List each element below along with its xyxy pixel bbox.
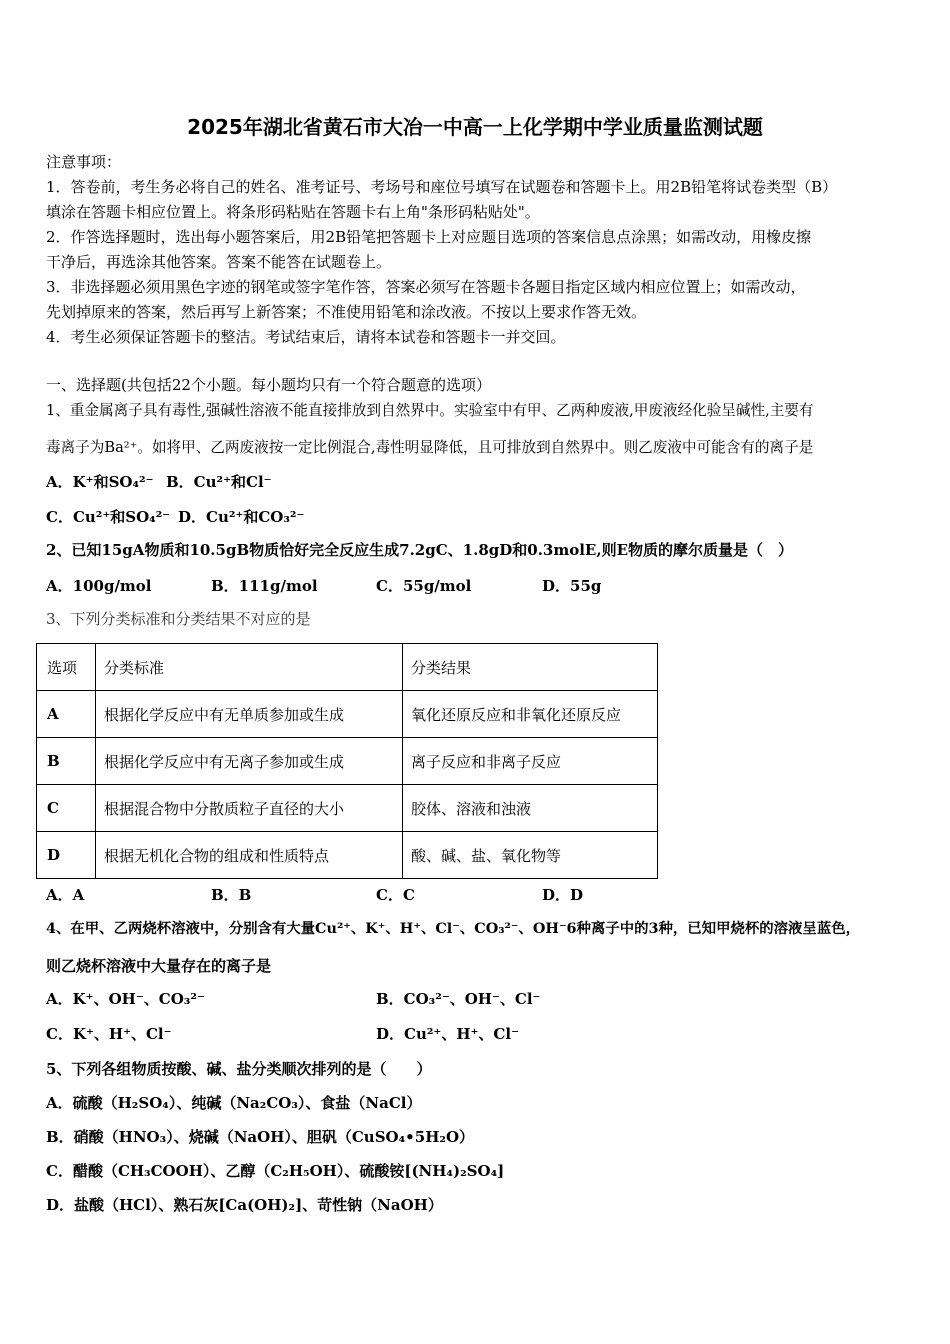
question-1-stem: 1、重金属离子具有毒性,强碱性溶液不能直接排放到自然界中。实验室中有甲、乙两种废液,甲废液经化验呈碱性,主要有 [46, 402, 814, 419]
question-3-stem: 3、下列分类标准和分类结果不对应的是 [46, 610, 311, 628]
notice-line: 3．非选择题必须用黑色字迹的钢笔或签字笔作答，答案必须写在答题卡各题目指定区域内相应位置上；如需改动， [46, 278, 806, 296]
question-1-option-b: B．Cu²⁺和Cl⁻ [166, 473, 272, 491]
question-4-stem: 4、在甲、乙两烧杯溶液中，分别含有大量Cu²⁺、K⁺、H⁺、Cl⁻、CO₃²⁻、OH⁻6种离子中的3种，已知甲烧杯的溶液呈蓝色， [46, 920, 860, 937]
table-header-row [37, 644, 658, 691]
table-cell: 根据化学反应中有无单质参加或生成 [96, 691, 403, 738]
table-row [37, 832, 658, 879]
table-header-cell: 选项 [37, 644, 96, 691]
question-2-stem: 2、已知15gA物质和10.5gB物质恰好完全反应生成7.2gC、1.8gD和0.3molE,则E物质的摩尔质量是（ ） [46, 541, 794, 559]
question-3-option-b: B．B [211, 886, 252, 904]
section-heading: 一、选择题(共包括22个小题。每小题均只有一个符合题意的选项） [46, 376, 491, 394]
table-cell: 离子反应和非离子反应 [403, 738, 658, 785]
question-4-option-a: A．K⁺、OH⁻、CO₃²⁻ [46, 990, 205, 1008]
notice-line: 2．作答选择题时，选出每小题答案后，用2B铅笔把答题卡上对应题目选项的答案信息点涂黑；如需改动，用橡皮擦 [46, 228, 812, 246]
question-4-option-b: B．CO₃²⁻、OH⁻、Cl⁻ [376, 990, 541, 1008]
question-4-option-c: C．K⁺、H⁺、Cl⁻ [46, 1025, 172, 1043]
question-3-option-a: A．A [46, 886, 85, 904]
table-cell: 酸、碱、盐、氧化物等 [403, 832, 658, 879]
notice-line: 填涂在答题卡相应位置上。将条形码粘贴在答题卡右上角"条形码粘贴处"。 [46, 203, 540, 221]
question-5-option-d: D．盐酸（HCl）、熟石灰[Ca(OH)₂]、苛性钠（NaOH） [46, 1196, 443, 1214]
table-cell: C [37, 785, 96, 832]
question-5-stem: 5、下列各组物质按酸、碱、盐分类顺次排列的是（ ） [46, 1060, 432, 1078]
page-title: 2025年湖北省黄石市大冶一中高一上化学期中学业质量监测试题 [187, 115, 763, 139]
question-5-option-a: A．硫酸（H₂SO₄）、纯碱（Na₂CO₃）、食盐（NaCl） [46, 1094, 422, 1112]
question-4-option-d: D．Cu²⁺、H⁺、Cl⁻ [376, 1025, 519, 1043]
table-header-cell: 分类结果 [403, 644, 658, 691]
question-3-option-c: C．C [376, 886, 415, 904]
table-cell: D [37, 832, 96, 879]
table-cell: 根据无机化合物的组成和性质特点 [96, 832, 403, 879]
question-2-option-d: D．55g [542, 577, 602, 595]
table-row [37, 785, 658, 832]
table-cell: 根据化学反应中有无离子参加或生成 [96, 738, 403, 785]
notice-line: 1．答卷前，考生务必将自己的姓名、准考证号、考场号和座位号填写在试题卷和答题卡上。用2B铅笔将试卷类型（B） [46, 178, 838, 196]
question-1-option-c: C．Cu²⁺和SO₄²⁻ [46, 508, 171, 526]
table-row [37, 738, 658, 785]
table-cell: 氧化还原反应和非氧化还原反应 [403, 691, 658, 738]
question-1-option-a: A．K⁺和SO₄²⁻ [46, 473, 154, 491]
question-2-option-c: C．55g/mol [376, 577, 472, 595]
notice-line: 干净后，再选涂其他答案。答案不能答在试题卷上。 [46, 253, 392, 271]
table-cell: 胶体、溶液和浊液 [403, 785, 658, 832]
table-cell: B [37, 738, 96, 785]
question-5-option-c: C．醋酸（CH₃COOH）、乙醇（C₂H₅OH）、硫酸铵[(NH₄)₂SO₄] [46, 1162, 505, 1180]
question-5-option-b: B．硝酸（HNO₃）、烧碱（NaOH）、胆矾（CuSO₄•5H₂O） [46, 1128, 475, 1146]
notice-line: 先划掉原来的答案，然后再写上新答案；不准使用铅笔和涂改液。不按以上要求作答无效。 [46, 303, 647, 321]
table-cell: A [37, 691, 96, 738]
classification-table [36, 643, 658, 879]
table-cell: 根据混合物中分散质粒子直径的大小 [96, 785, 403, 832]
question-1-stem: 毒离子为Ba²⁺。如将甲、乙两废液按一定比例混合,毒性明显降低，且可排放到自然界中。则乙废液中可能含有的离子是 [46, 439, 814, 456]
question-1-option-d: D．Cu²⁺和CO₃²⁻ [178, 508, 305, 526]
question-4-stem: 则乙烧杯溶液中大量存在的离子是 [46, 957, 272, 975]
question-3-option-d: D．D [542, 886, 584, 904]
table-header-cell: 分类标准 [96, 644, 403, 691]
question-2-option-b: B．111g/mol [211, 577, 318, 595]
notice-line: 4．考生必须保证答题卡的整洁。考试结束后，请将本试卷和答题卡一并交回。 [46, 328, 566, 346]
question-2-option-a: A．100g/mol [46, 577, 152, 595]
notice-heading: 注意事项： [46, 153, 122, 171]
table-row [37, 691, 658, 738]
